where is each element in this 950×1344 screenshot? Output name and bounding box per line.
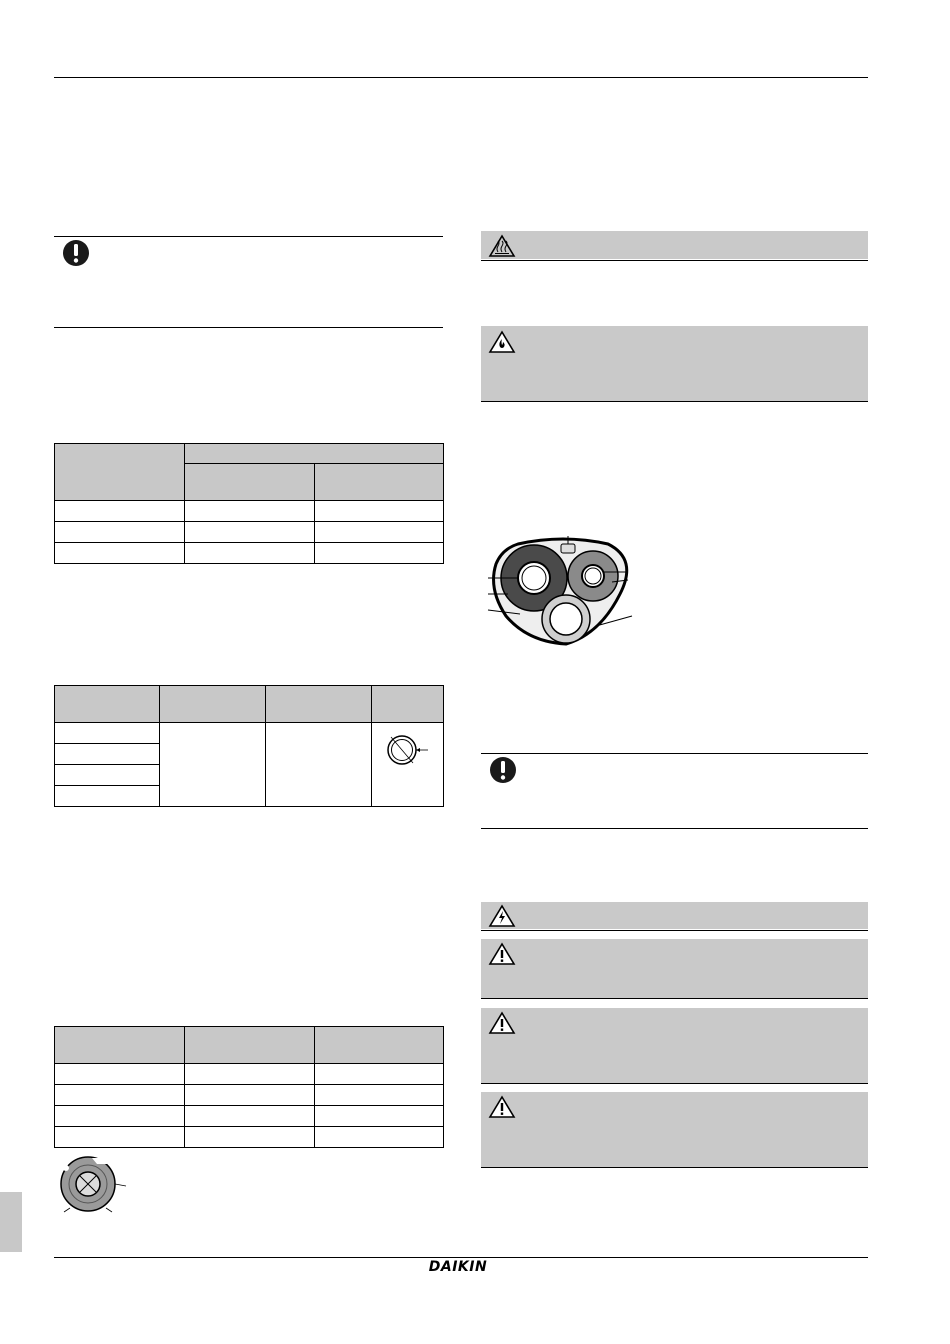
table-cell (315, 1064, 444, 1085)
table-cell (185, 501, 315, 522)
warning-box-1 (481, 939, 868, 998)
electrical-hazard-icon (488, 904, 516, 928)
table-cell (55, 786, 160, 807)
table-header-cell (185, 1027, 315, 1064)
warning-box-3-rule (481, 1167, 868, 1168)
table-cell (55, 522, 185, 543)
caution-hot-surface-header (481, 231, 868, 259)
notice-box-top (54, 236, 443, 237)
table-header-cell (55, 686, 160, 723)
insulated-pipe-icon (52, 1152, 132, 1214)
table-header-cell (185, 444, 444, 464)
table-cell (55, 1064, 185, 1085)
header-rule (54, 77, 868, 78)
table-cell (55, 1127, 185, 1148)
table-cell (160, 723, 266, 807)
table-cell (185, 1127, 315, 1148)
table-cell (55, 723, 160, 744)
table-header-cell (315, 1027, 444, 1064)
notice-box-2-top (481, 753, 868, 754)
warning-triangle-icon (488, 1095, 516, 1119)
table-cell (315, 522, 444, 543)
table-cell (55, 1106, 185, 1127)
table-cell (315, 501, 444, 522)
exclamation-icon (489, 756, 517, 784)
table-cell (315, 1106, 444, 1127)
warning-box-1-rule (481, 998, 868, 999)
table-header-cell (372, 686, 444, 723)
table-header-cell (160, 686, 266, 723)
table-header-cell (55, 1027, 185, 1064)
exclamation-icon (62, 239, 90, 267)
table-header-cell (315, 464, 444, 501)
footer-rule (54, 1257, 868, 1258)
table-cell (55, 501, 185, 522)
table-cell (185, 1064, 315, 1085)
caution-hot-surface-rule (481, 260, 868, 261)
pipe-diameter-icon (382, 728, 432, 778)
pipe-size-table (54, 443, 444, 564)
flammable-icon (488, 330, 516, 354)
table-cell (315, 543, 444, 564)
table-cell (185, 543, 315, 564)
table-header-cell (185, 464, 315, 501)
hot-surface-icon (488, 234, 516, 258)
insulation-table (54, 1026, 444, 1148)
table-cell (55, 543, 185, 564)
warning-triangle-icon (488, 942, 516, 966)
danger-electrical-header (481, 902, 868, 929)
table-cell (315, 1127, 444, 1148)
table-cell (55, 1085, 185, 1106)
warning-box-2 (481, 1008, 868, 1083)
table-cell (55, 765, 160, 786)
notice-box-2-bottom (481, 828, 868, 829)
table-cell (266, 723, 372, 807)
table-cell (185, 522, 315, 543)
table-cell (315, 1085, 444, 1106)
table-header-cell (266, 686, 372, 723)
chapter-side-tab (0, 1192, 22, 1252)
daikin-logo: DAIKIN (428, 1259, 488, 1275)
table-header-cell (55, 444, 185, 501)
danger-electrical-rule (481, 930, 868, 931)
warning-triangle-icon (488, 1011, 516, 1035)
warning-flammable-rule (481, 401, 868, 402)
warning-box-2-rule (481, 1083, 868, 1084)
table-cell (185, 1085, 315, 1106)
pipe-bundle-diagram (488, 534, 638, 654)
notice-box-bottom (54, 327, 443, 328)
table-cell (55, 744, 160, 765)
warning-flammable-box (481, 326, 868, 401)
warning-box-3 (481, 1092, 868, 1167)
table-cell (185, 1106, 315, 1127)
